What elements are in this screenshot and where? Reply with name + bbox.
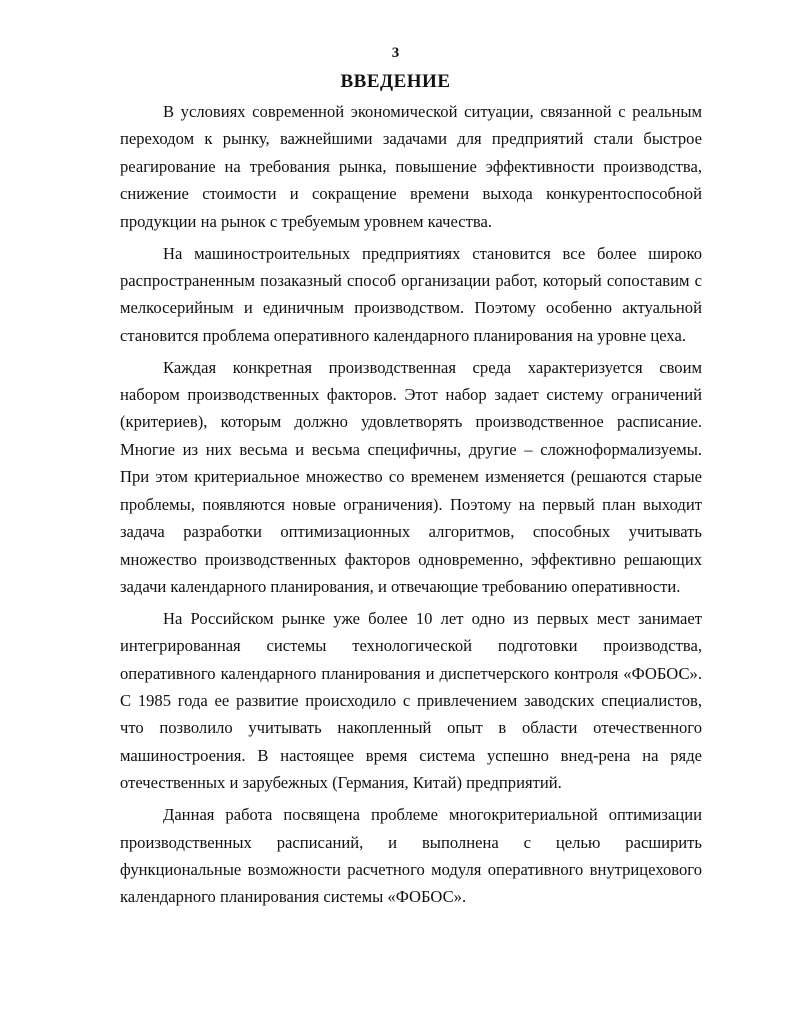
paragraph-1: В условиях современной экономической ситуации, связанной с реальным переходом к рынку, важнейшими задачами для предприятий стали быстрое реагирование на требования рынка, повышение эффективности производства, снижение стоимости и сокращение времени выхода конкурентоспособной продукции на рынок с требуемым уровнем качества. <box>120 102 702 231</box>
section-heading: ВВЕДЕНИЕ <box>340 71 451 92</box>
body-text <box>120 98 702 911</box>
paragraph-5: Данная работа посвящена проблеме многокритериальной оптимизации производственных расписаний, и выполнена с целью расширить функциональные возможности расчетного модуля оперативного внутрицехового календарного планирования системы «ФОБОС». <box>120 805 702 907</box>
page-number: 3 <box>391 45 400 61</box>
paragraph-4: На Российском рынке уже более 10 лет одно из первых мест занимает интегрированная системы технологической подготовки производства, оперативного календарного планирования и диспетчерского контроля «ФОБОС». С 1985 года ее развитие происходило с привлечением заводских специалистов, что позволило учитывать накопленный опыт в области отечественного машиностроения. В настоящее время система успешно внед-рена на ряде отечественных и зарубежных (Германия, Китай) предприятий. <box>120 608 702 793</box>
paragraph-3: Каждая конкретная производственная среда характеризуется своим набором производственных факторов. Этот набор задает систему ограничений (критериев), которым должно удовлетворять производственное расписание. Многие из них весьма и весьма специфичны, другие – сложноформализуемы. При этом критериальное множество со временем изменяется (решаются старые проблемы, появляются новые ограничения). Поэтому на первый план выходит задача разработки оптимизационных алгоритмов, способных учитывать множество производственных факторов одновременно, эффективно решающих задачи календарного планирования, и отвечающие требованию оперативности. <box>120 357 702 596</box>
paragraph-2: На машиностроительных предприятиях становится все более широко распространенным позаказный способ организации работ, который сопоставим с мелкосерийным и единичным производством. Поэтому особенно актуальной становится проблема оперативного календарного планирования на уровне цеха. <box>120 243 702 345</box>
